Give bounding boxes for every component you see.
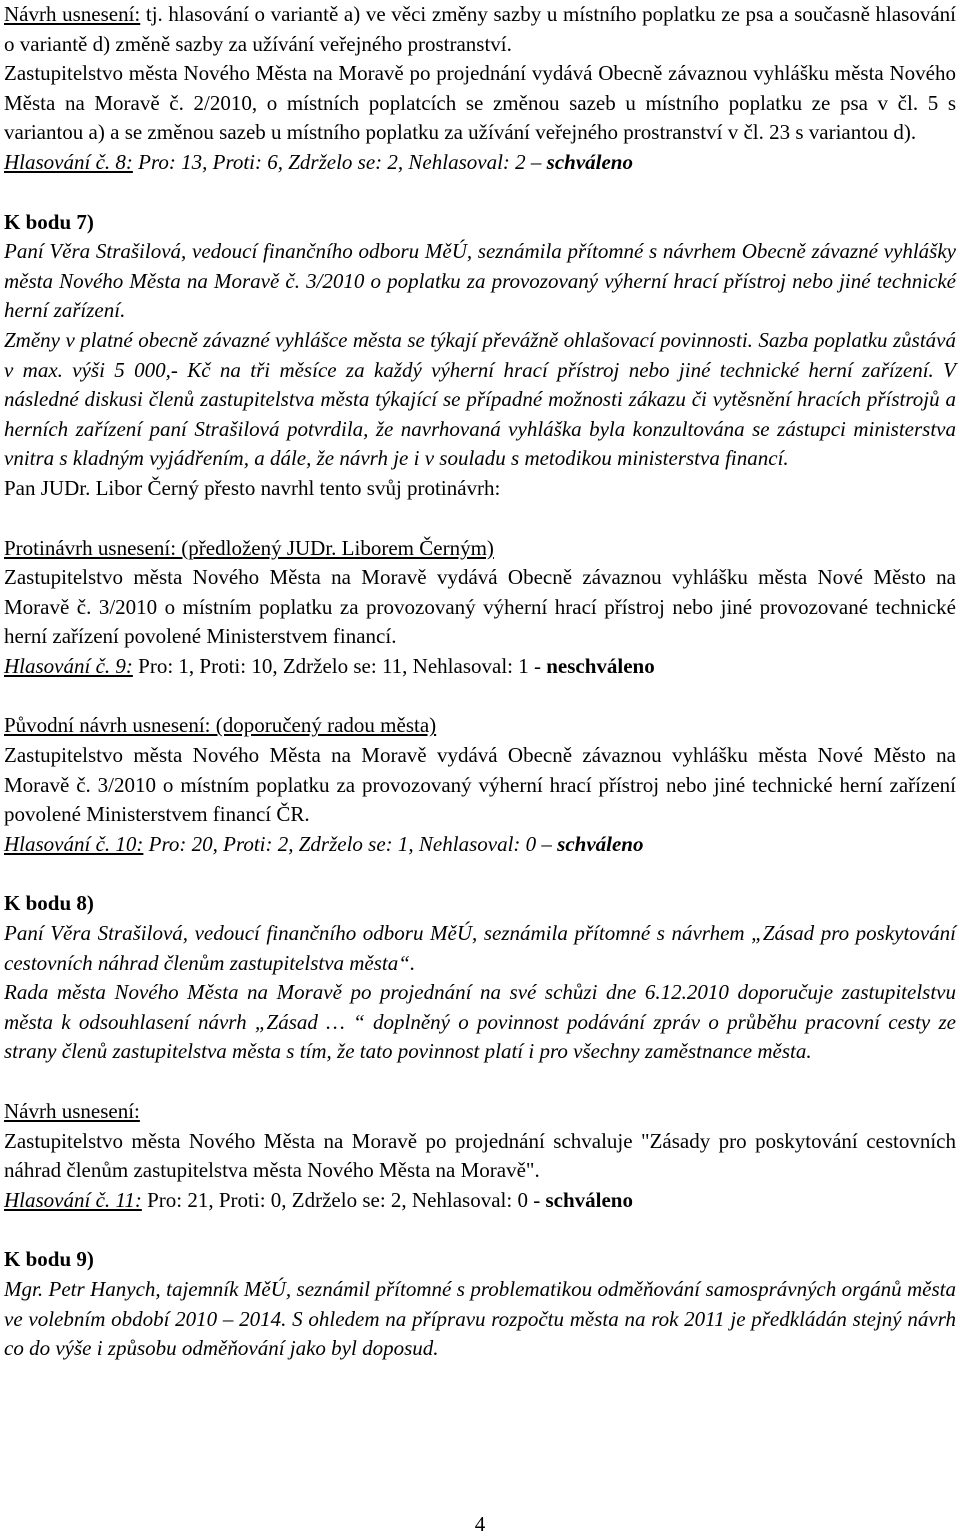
section-heading-bod7: K bodu 7) [4, 209, 94, 234]
vote-result: neschváleno [546, 653, 655, 678]
vote-result: schváleno [557, 831, 644, 856]
bod8-paragraph-2: Rada města Nového Města na Moravě po projednání na své schůzi dne 6.12.2010 doporučuje zastupitelstvu města k odsouhlasení návrh „Zásad … “ doplněný o povinnost podávání zpráv o průběhu pracovní cesty ze strany členů zastupitelstva města s tím, že tato povinnost platí i pro všechny zaměstnance města. [4, 980, 956, 1064]
vote-label: Hlasování č. 9: [4, 653, 133, 678]
bod8-paragraph-1: Paní Věra Strašilová, vedoucí finančního odboru MěÚ, seznámila přítomné s návrhem „Zásad pro poskytování cestovních náhrad členům zastupitelstva města“. [4, 921, 956, 975]
original-proposal-text: Zastupitelstvo města Nového Města na Moravě vydává Obecně závaznou vyhlášku města Nové Město na Moravě č. 3/2010 o místním poplatku za provozovaný výherní hrací přístroj nebo jiné technické herní zařízení povolené Ministerstvem financí ČR. [4, 743, 956, 827]
vote-counts: Pro: 1, Proti: 10, Zdrželo se: 11, Nehlasoval: 1 - [132, 653, 547, 678]
proposal-text: Zastupitelstvo města Nového Města na Moravě po projednání schvaluje "Zásady pro poskytování cestovních náhrad členům zastupitelstva města Nového Města na Moravě". [4, 1128, 956, 1183]
section-heading-bod8: K bodu 8) [4, 891, 94, 916]
vote-8 [4, 148, 956, 178]
proposal-note: tj. hlasování o variantě a) ve věci změny sazby u místního poplatku ze psa a současně hlasování o variantě d) změně sazby za užívání veřejného prostranství. [4, 2, 956, 56]
document-page [4, 0, 956, 1364]
vote-11 [4, 1186, 956, 1216]
page-number: 4 [474, 1512, 486, 1536]
vote-counts: Pro: 20, Proti: 2, Zdrželo se: 1, Nehlasoval: 0 – [143, 831, 558, 856]
vote-9 [4, 652, 956, 682]
bod9-paragraph-1: Mgr. Petr Hanych, tajemník MěÚ, seznámil přítomné s problematikou odměňování samosprávných orgánů města ve volebním období 2010 – 2014. S ohledem na přípravu rozpočtu města na rok 2011 je předkládán stejný návrh co do výše i způsobu odměňování jako byl doposud. [4, 1276, 956, 1361]
vote-label: Hlasování č. 10: [4, 831, 144, 856]
bod7-paragraph-3: Pan JUDr. Libor Černý přesto navrhl tento svůj protinávrh: [4, 475, 501, 500]
vote-label: Hlasování č. 8: [4, 149, 133, 174]
resolution-proposal-intro [4, 0, 956, 59]
vote-10 [4, 830, 956, 860]
vote-counts: Pro: 21, Proti: 0, Zdrželo se: 2, Nehlasoval: 0 - [141, 1187, 546, 1212]
vote-label: Hlasování č. 11: [4, 1187, 142, 1212]
vote-result: schváleno [546, 149, 633, 174]
bod7-paragraph-1: Paní Věra Strašilová, vedoucí finančního odboru MěÚ, seznámila přítomné s návrhem Obecně závazné vyhlášky města Nového Města na Moravě č. 3/2010 o poplatku za provozovaný výherní hrací přístroj nebo jiné technické herní zařízení. [4, 239, 956, 323]
proposal-label: Návrh usnesení: [4, 1099, 140, 1123]
resolution-text: Zastupitelstvo města Nového Města na Moravě po projednání vydává Obecně závaznou vyhlášku města Nového Města na Moravě č. 2/2010, o místních poplatcích se změnou sazeb u místního poplatku ze psa v čl. 5 s variantou a) a se změnou sazeb u místního poplatku za užívání veřejného prostranství v čl. 23 s variantou d). [4, 61, 956, 145]
counter-proposal-text: Zastupitelstvo města Nového Města na Moravě vydává Obecně závaznou vyhlášku města Nové Město na Moravě č. 3/2010 o místním poplatku za provozovaný výherní hrací přístroj nebo jiné provozované technické herní zařízení povolené Ministerstvem financí. [4, 565, 956, 649]
bod7-paragraph-2: Změny v platné obecně závazné vyhlášce města se týkají převážně ohlašovací povinnosti. Sazba poplatku zůstává v max. výši 5 000,- Kč na tři měsíce za každý výherní hrací přístroj nebo jiné technické herní zařízení. V následné diskusi členů zastupitelstva města týkající se případné možnosti zákazu či vytěsnění hracích přístrojů a herních zařízení paní Strašilová potvrdila, že navrhovaná vyhláška byla konzultována se zástupci ministerstva vnitra s kladným vyjádřením, a dále, že návrh je i v souladu s metodikou ministerstva financí. [4, 327, 956, 471]
vote-result: schváleno [545, 1187, 633, 1212]
section-heading-bod9: K bodu 9) [4, 1247, 94, 1272]
original-proposal-label: Původní návrh usnesení: (doporučený radou města) [4, 713, 437, 738]
proposal-label: Návrh usnesení: [4, 2, 141, 26]
counter-proposal-label: Protinávrh usnesení: (předložený JUDr. Liborem Černým) [4, 535, 494, 560]
vote-counts: Pro: 13, Proti: 6, Zdrželo se: 2, Nehlasoval: 2 – [132, 149, 547, 174]
